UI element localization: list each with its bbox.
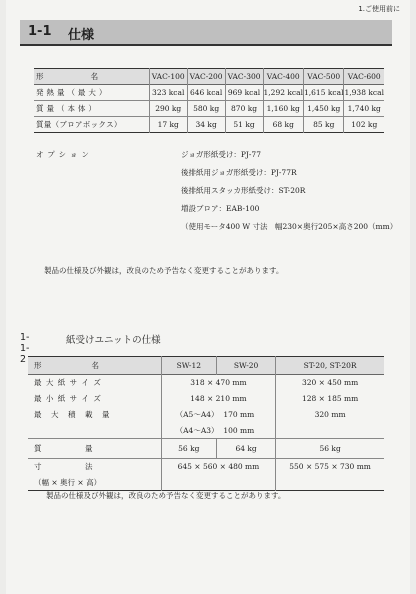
table-cell: 1,160 kg [263,101,303,117]
row-label: 質 量 [28,439,161,459]
table-cell: 1,740 kg [344,101,384,117]
table-cell: 1,615 kcal [304,85,344,101]
table-cell: 64 kg [216,439,275,459]
blank-cell [28,423,161,439]
load-value: 170 mm [223,410,255,419]
table-cell: 645 × 560 × 480 mm [161,459,276,475]
spec-header-row [34,69,384,85]
model-cell: VAC-300 [225,69,263,85]
table-cell: 290 kg [149,101,187,117]
model-cell: VAC-100 [149,69,187,85]
load-size: （A4～A3） [175,425,219,435]
table-row [34,117,384,133]
table-cell: 51 kg [225,117,263,133]
spec-table [34,68,384,133]
spec-model-label: 形 名 [34,69,149,85]
model-cell: SW-20 [216,357,275,375]
table-cell: 128 × 185 mm [276,391,384,407]
section-title-bar [20,20,392,46]
table-cell: 56 kg [276,439,384,459]
blank-cell [276,423,384,439]
model-cell: SW-12 [161,357,216,375]
paper-unit-table [28,356,384,491]
option-item: ジョガ形紙受け：PJ-77 [181,150,261,159]
table-cell: 320 mm [276,407,384,423]
table-row [28,423,384,439]
option-item: （使用モータ400 W 寸法 幅230×奥行205×高さ200（mm） [181,222,398,231]
table-cell: 969 kcal [225,85,263,101]
table-cell: 1,450 kg [304,101,344,117]
option-item: 後排紙用スタッカ形紙受け：ST-20R [181,186,306,195]
paper-header-row [28,357,384,375]
table-row [28,439,384,459]
model-cell: VAC-200 [187,69,225,85]
table-cell: 1,292 kcal [263,85,303,101]
table-cell: 68 kg [263,117,303,133]
row-label: 質 量 （ 本 体 ） [34,101,149,117]
table-cell: 320 × 450 mm [276,375,384,391]
load-cell-2 [161,423,276,439]
paper-note: 製品の仕様及び外観は，改良のため予告なく変更することがあります。 [46,491,286,500]
table-cell: 646 kcal [187,85,225,101]
option-item: 後排紙用ジョガ形紙受け：PJ-77R [181,168,297,177]
table-row [28,475,384,491]
row-label: 最 大 積 載 量 [34,410,111,419]
model-cell: VAC-500 [304,69,344,85]
table-row [28,407,384,423]
table-cell: 318 × 470 mm [161,375,276,391]
table-row [28,391,384,407]
model-cell: VAC-600 [344,69,384,85]
table-cell: 1,938 kcal [344,85,384,101]
table-cell: 17 kg [149,117,187,133]
table-cell: 148 × 210 mm [161,391,276,407]
row-label: 発 熱 量 （ 最 大 ） [34,85,149,101]
table-row [28,375,384,391]
table-cell: 323 kcal [149,85,187,101]
spec-note: 製品の仕様及び外観は，改良のため予告なく変更することがあります。 [44,266,284,275]
table-cell: 102 kg [344,117,384,133]
options-label: オプション [36,150,93,159]
section-number: 1-1 [28,24,52,39]
blank-cell [161,475,276,491]
row-label: 最 小 紙 サ イ ズ [34,394,102,403]
model-cell: ST-20, ST-20R [276,357,384,375]
subsection-title: 紙受けユニットの仕様 [66,335,161,346]
table-cell: 85 kg [304,117,344,133]
model-cell: VAC-400 [263,69,303,85]
row-label: 質量（ブロアボックス） [36,120,122,129]
section-title: 仕様 [68,28,95,43]
table-cell: 580 kg [187,101,225,117]
row-label: 最 大 紙 サ イ ズ [34,378,102,388]
table-cell: 56 kg [161,439,216,459]
table-row [34,85,384,101]
subsection-number: 1-1-2 [20,332,30,365]
table-cell: 34 kg [187,117,225,133]
document-page [6,0,410,594]
load-cell-1 [161,407,276,423]
paper-model-label: 形 名 [28,357,161,375]
option-item: 増設ブロア：EAB-100 [181,204,260,213]
load-value: 100 mm [223,425,255,435]
table-cell: 550 × 575 × 730 mm [276,459,384,475]
table-cell: 870 kg [225,101,263,117]
blank-cell [276,475,384,491]
row-sublabel: （幅 × 奥行 × 高） [34,477,102,487]
table-row [28,459,384,475]
table-row [34,101,384,117]
chapter-header: 1.ご使用前に [358,5,400,13]
load-size: （A5～A4） [175,410,219,419]
row-label: 寸 法 [34,462,94,472]
